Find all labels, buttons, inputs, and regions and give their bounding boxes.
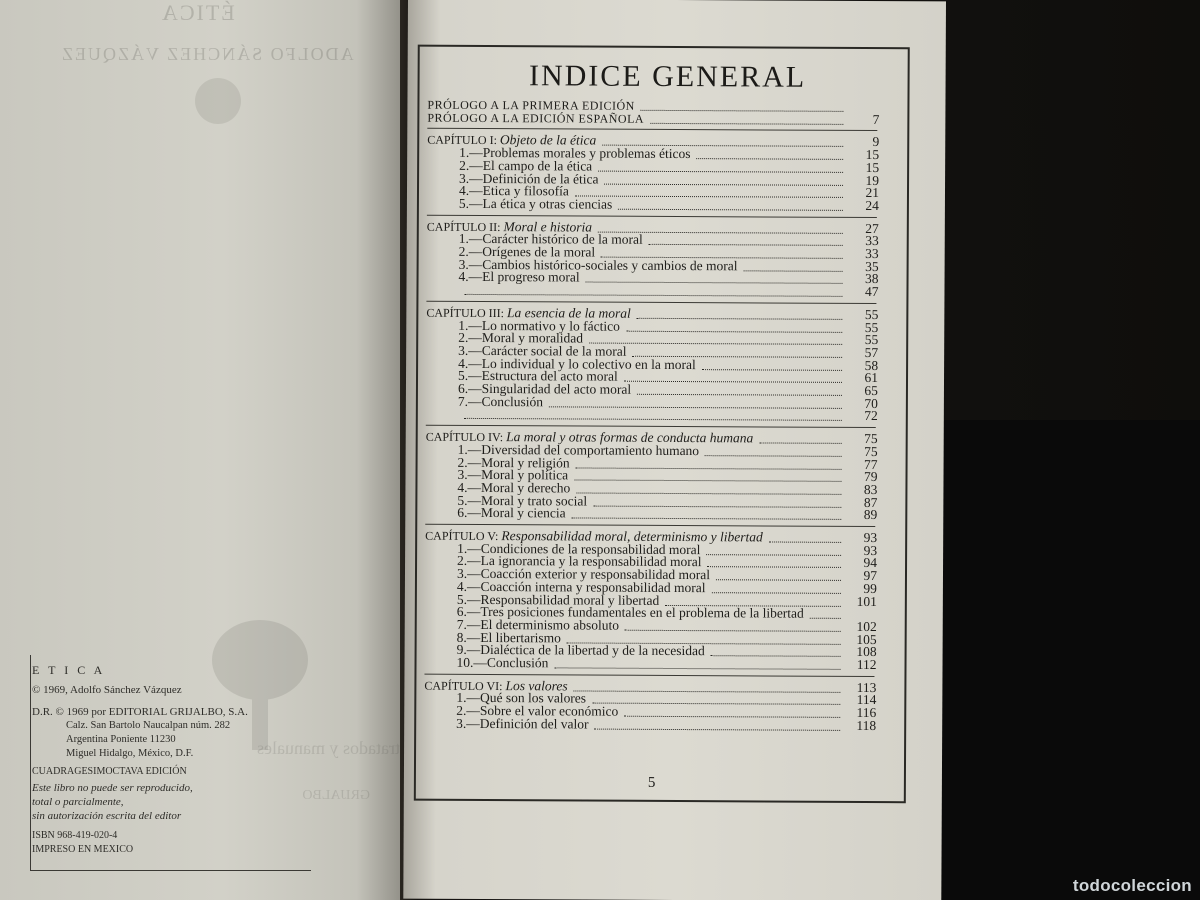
chapter-prefix: CAPÍTULO VI: [424, 678, 506, 693]
chapter-title: Objeto de la ética [499, 132, 597, 148]
toc-entry-page: 57 [864, 344, 879, 360]
toc-entry-page: 55 [864, 306, 879, 322]
toc-entry-label: 3.—Cambios histórico-sociales y cambios de moral [458, 256, 738, 274]
chapter-prefix: CAPÍTULO IV: [425, 429, 507, 445]
toc-entry-label: 9.—Dialéctica de la libertad y de la necesidad [456, 642, 705, 659]
leader-dots [464, 418, 842, 421]
chapter-title: Moral e historia [503, 218, 593, 235]
bleed-line: ADOLFO SÁNCHEZ VÁZQUEZ [60, 44, 354, 64]
toc-entry-page: 33 [865, 233, 879, 249]
toc-entry-page: 97 [863, 568, 878, 584]
toc-entry-label: 5.—Estructura del acto moral [457, 368, 618, 384]
toc-entry-page: 113 [856, 679, 877, 695]
toc-entry-label: 2.—Orígenes de la moral [458, 243, 596, 260]
leader-dots [554, 667, 840, 669]
toc-entry-page: 24 [865, 197, 879, 213]
toc-entry-page: 15 [865, 159, 880, 175]
toc-entry-page: 89 [863, 507, 878, 523]
toc-entry [458, 404, 878, 424]
toc-entry-page: 105 [856, 631, 877, 647]
toc-entry-label: 6.—Moral y ciencia [457, 505, 566, 521]
address-line: Miguel Hidalgo, México, D.F. [66, 748, 194, 759]
copyright-line: © 1969, Adolfo Sánchez Vázquez [32, 684, 182, 696]
chapter-prefix: CAPÍTULO II: [426, 219, 504, 234]
chapter-title: Responsabilidad moral, determinismo y libertad [501, 528, 763, 545]
toc-entry-label: 2.—Moral y religión [457, 454, 570, 470]
toc-entry [458, 280, 878, 300]
toc-entry-label: 10.—Conclusión [456, 654, 549, 671]
toc-entry-label: 3.—Coacción exterior y responsabilidad moral [456, 565, 711, 583]
toc-entry-page: 15 [865, 147, 880, 163]
chapter-prefix: CAPÍTULO I: [427, 133, 500, 148]
chapter-prefix: CAPÍTULO III: [426, 305, 508, 320]
right-page [403, 0, 946, 900]
toc-entry-page: 72 [864, 408, 878, 424]
toc-entry-page: 93 [863, 529, 878, 546]
toc-entry-label: 5.—La ética y otras ciencias [458, 195, 613, 212]
toc-entry-page: 70 [864, 395, 878, 411]
toc-entry-page: 21 [865, 185, 880, 201]
toc-entry-label: PRÓLOGO A LA EDICIÓN ESPAÑOLA [427, 110, 645, 126]
publisher-line: D.R. © 1969 por EDITORIAL GRIJALBO, S.A. [32, 706, 248, 718]
toc-entry-page: 79 [863, 469, 878, 485]
toc-entry-page: 35 [865, 258, 879, 274]
toc-entry-page: 47 [864, 284, 879, 300]
toc-entry-page: 38 [865, 271, 879, 287]
toc-entry-label: 3.—Definición de la ética [459, 170, 599, 187]
toc-entry [459, 194, 879, 214]
toc-entry-page: 9 [872, 134, 880, 150]
toc-entry-label: 4.—Lo individual y lo colectivo en la moral [458, 355, 696, 372]
toc-entry-page: 65 [864, 382, 878, 399]
toc-entry-label: 2.—El campo de la ética [459, 157, 593, 174]
chapter-prefix: CAPÍTULO V: [425, 528, 502, 544]
bleed-line: ÉTICA [160, 0, 235, 25]
toc-entry-label: 1.—Diversidad del comportamiento humano [457, 441, 700, 458]
bleed-line: tratados y manuales [257, 738, 400, 758]
toc-entry-page: 112 [856, 656, 877, 673]
toc-entry-label: 4.—Moral y derecho [457, 479, 571, 496]
toc-entry-page: 94 [863, 555, 878, 571]
left-page [0, 0, 405, 900]
toc-entry-label: 2.—Moral y moralidad [458, 330, 584, 346]
toc-entry-page: 87 [863, 494, 878, 510]
toc-entry-label: 1.—Problemas morales y problemas éticos [459, 144, 691, 162]
toc-entry-label: 5.—Moral y trato social [457, 492, 588, 509]
toc-entry-label: 5.—Responsabilidad moral y libertad [456, 591, 660, 608]
page-number: 5 [647, 774, 656, 791]
toc-entry-label: 3.—Moral y política [457, 467, 569, 483]
toc-entry-label: 7.—El determinismo absoluto [456, 616, 620, 633]
toc-entry-page: 55 [864, 332, 879, 348]
leader-dots [650, 123, 843, 125]
toc-entry [427, 107, 879, 127]
toc-entry-page: 102 [856, 618, 877, 634]
toc-entry-page: 108 [856, 644, 877, 660]
leader-dots [618, 209, 843, 211]
rights-line: total o parcialmente, [32, 796, 124, 808]
toc-entry-page: 58 [864, 357, 879, 373]
toc-entry-label: 2.—Sobre el valor económico [456, 702, 619, 719]
toc-entry-page: 33 [865, 245, 879, 262]
toc-entry-page: 75 [864, 431, 878, 447]
bleed-through-text [20, 0, 380, 140]
leader-dots [464, 294, 842, 297]
toc-entry-label: 4.—Etica y filosofía [458, 183, 569, 199]
toc-entry [456, 653, 876, 673]
toc-entry-page: 75 [864, 443, 878, 459]
toc-entry [457, 503, 877, 523]
isbn-line: ISBN 968-419-020-4 [32, 830, 118, 841]
toc-entry-label: 3.—Definición del valor [456, 715, 589, 732]
edition-line: CUADRAGESIMOCTAVA EDICIÓN [32, 766, 187, 777]
toc-entry-label: 8.—El libertarismo [456, 629, 561, 645]
address-line: Argentina Poniente 11230 [66, 734, 176, 745]
page-title: INDICE GENERAL [528, 59, 807, 94]
toc-entry-label: 1.—Qué son los valores [456, 690, 587, 706]
toc-entry-label: 1.—Condiciones de la responsabilidad moral [457, 540, 701, 557]
toc-entry-label: 3.—Carácter social de la moral [458, 342, 627, 359]
toc-entry-label: 1.—Carácter histórico de la moral [458, 231, 643, 248]
toc-entry-page: 19 [865, 172, 880, 188]
watermark: todocoleccion [1072, 876, 1192, 895]
toc-entry-page: 118 [856, 717, 877, 733]
toc-entry-label: PRÓLOGO A LA PRIMERA EDICIÓN [427, 97, 635, 113]
ornament-icon [195, 78, 241, 124]
leader-dots [595, 728, 841, 730]
toc-entry-label: 1.—Lo normativo y lo fáctico [458, 317, 620, 334]
toc-entry-label: 6.—Singularidad del acto moral [457, 380, 632, 397]
printed-line: IMPRESO EN MEXICO [32, 844, 134, 855]
chapter-title: Los valores [505, 677, 568, 694]
toc-entry-page: 7 [872, 111, 880, 127]
rights-line: sin autorización escrita del editor [32, 810, 182, 822]
toc-entry-page: 93 [863, 542, 878, 558]
toc-entry [456, 714, 876, 734]
toc-entry-label: 4.—Coacción interna y responsabilidad moral [456, 578, 706, 595]
book-title: E T I C A [32, 663, 106, 677]
toc-entry-page: 83 [863, 481, 878, 497]
address-line: Calz. San Bartolo Naucalpan núm. 282 [66, 720, 231, 731]
toc-entry-page: 99 [863, 580, 877, 596]
chapter-title: La esencia de la moral [506, 304, 631, 321]
toc-entry-label: 7.—Conclusión [457, 393, 544, 409]
chapter-title: La moral y otras formas de conducta humana [506, 429, 754, 446]
toc-entry-label: 2.—La ignorancia y la responsabilidad moral [457, 553, 702, 570]
toc-entry-page: 114 [856, 692, 877, 708]
leader-dots [572, 518, 842, 520]
toc-entry-label: 4.—El progreso moral [458, 269, 580, 285]
toc-entry-page: 61 [864, 370, 879, 386]
toc-entry-page: 116 [856, 705, 877, 721]
toc-entry-page: 55 [864, 319, 879, 335]
toc-entry-page: 77 [864, 456, 878, 472]
toc-entry-page: 101 [856, 593, 877, 609]
bleed-line: GRIJALBO [302, 788, 370, 803]
rights-line: Este libro no puede ser reproducido, [32, 782, 193, 794]
toc-entry-page: 27 [865, 220, 879, 236]
toc-entry-label: 6.—Tres posiciones fundamentales en el problema de la libertad [456, 604, 804, 621]
